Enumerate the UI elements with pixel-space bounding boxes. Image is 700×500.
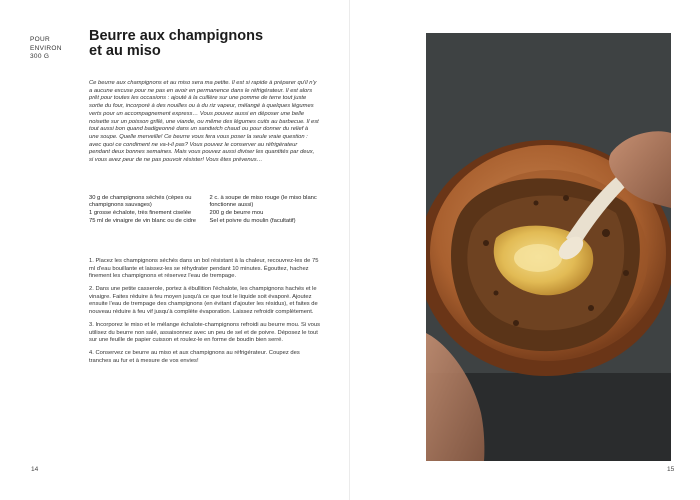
ingredient-item: Sel et poivre du moulin (facultatif) <box>209 217 296 224</box>
page-number-left: 14 <box>31 466 39 473</box>
recipe-step: 2. Dans une petite casserole, portez à ébullition l'échalote, les champignons hachés et le vinaigre. Faites réduire à feu moyen jusqu'à ce que tout le liquide soit évaporé. Ajoutez ensuite l'eau de trempage des champignons (en évitant d'ajouter les résidus), et faites de nouveau réduire à feu vif jusqu'à complète évaporation. Laissez refroidir complètement. <box>89 286 318 316</box>
recipe-steps <box>89 258 321 371</box>
ingredient-item: 200 g de beurre mou <box>209 209 264 216</box>
serving-size <box>30 36 62 62</box>
recipe-title <box>89 29 263 59</box>
serving-line-2: ENVIRON <box>30 44 62 52</box>
recipe-title-line-2: et au miso <box>89 43 161 59</box>
recipe-intro: Ce beurre aux champignons et au miso sera ma petite. Il est si rapide à préparer qu'il n'y a aucune excuse pour ne pas en avoir en permanence dans le réfrigérateur. Il est alors prêt pour toutes les occasions : ajouté à la cuillère sur une pomme de terre tout juste sortie du four, incorporé à des nouilles ou à du riz vapeur, mélangé à quelques légumes verts pour un accompagnement express… Vous pouvez aussi en déposer une belle noisette sur un poisson grillé, une viande, ou même des légumes cuits au barbecue. Il est tout aussi bon quand badigeonné dans un sandwich chaud ou pour donner du relief à une soupe. Quelle merveille! Ce beurre vous fera vous poser la seule vraie question : avec quoi ce condiment ne va-t-il pas? Vous pouvez le conserver au réfrigérateur pendant deux bonnes semaines. Mais vous pouvez aussi diviser les quantités par deux, si vous avez peur de ne pas pouvoir résister! Vous êtes prévenus… <box>89 80 319 164</box>
ingredient-item: 2 c. à soupe de miso rouge (le miso blanc fonctionne aussi) <box>209 195 317 209</box>
ingredient-item: 75 ml de vinaigre de vin blanc ou de cidre <box>89 217 196 224</box>
ingredient-item: 30 g de champignons séchés (cèpes ou champignons sauvages) <box>89 195 192 209</box>
food-photo <box>426 33 671 461</box>
recipe-step: 4. Conservez ce beurre au miso et aux champignons au réfrigérateur. Coupez des tranches au fur et à mesure de vos envies! <box>89 350 300 365</box>
recipe-step: 1. Placez les champignons séchés dans un bol résistant à la chaleur, recouvrez-les de 75 ml d'eau bouillante et laissez-les se réhydrater pendant 10 minutes. Égouttez, hachez finement les champignons et réservez l'eau de trempage. <box>89 258 319 280</box>
ingredients-list <box>89 195 324 225</box>
serving-line-3: 300 G <box>30 53 50 60</box>
ingredients-column-1 <box>89 195 204 225</box>
ingredient-item: 1 grosse échalote, très finement ciselée <box>89 209 192 216</box>
page-number-right: 15 <box>667 466 675 473</box>
recipe-step: 3. Incorporez le miso et le mélange échalote-champignons refroidi au beurre mou. Si vous utilisez du beurre non salé, assaisonnez avec un peu de sel et de poivre. Déposez le tout sur une feuille de papier cuisson et roulez-le en forme de boudin bien serré. <box>89 322 321 344</box>
recipe-title-line-1: Beurre aux champignons <box>89 28 264 44</box>
ingredients-column-2 <box>210 195 325 225</box>
serving-line-1: POUR <box>30 36 50 43</box>
food-photo-mushroom-butter-plate-icon <box>426 33 671 461</box>
